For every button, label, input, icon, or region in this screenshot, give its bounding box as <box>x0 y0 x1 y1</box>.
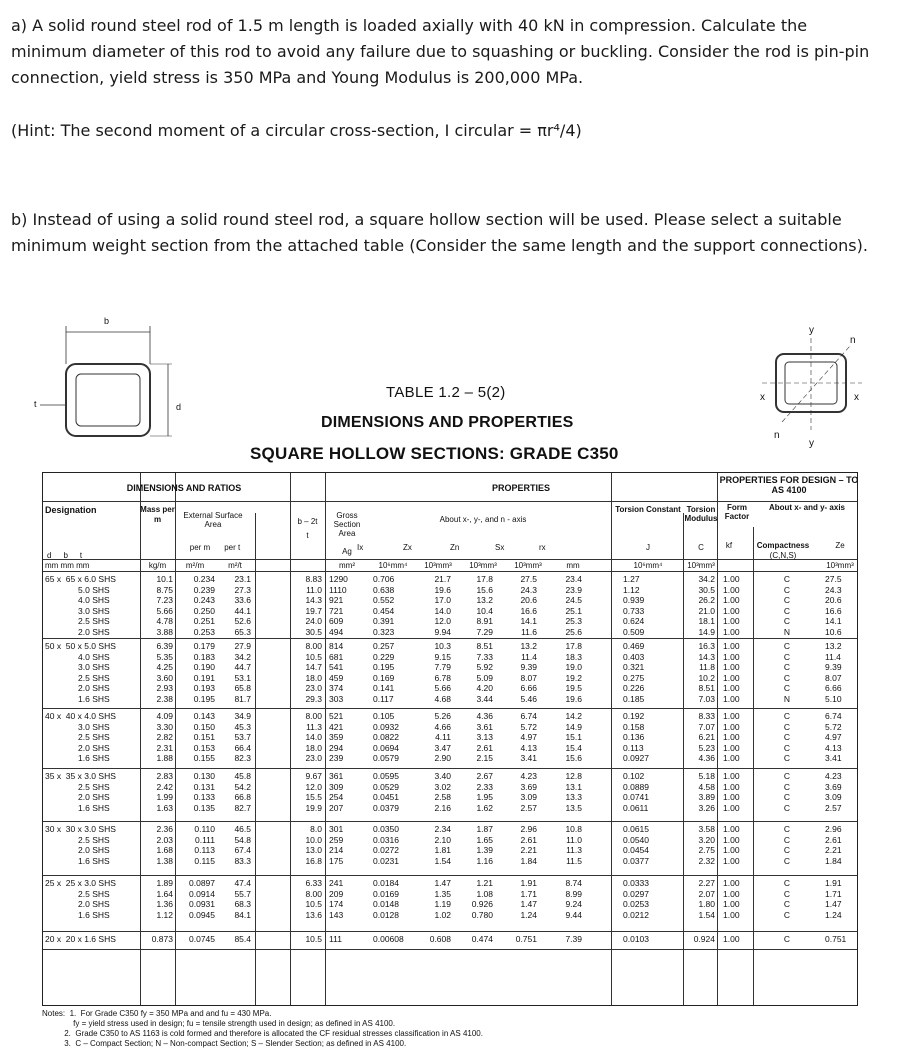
cell-sx-group-1: 13.2 11.4 9.39 8.07 6.66 5.46 <box>520 641 537 704</box>
cell-ze-group-6: 0.751 <box>825 934 847 944</box>
units-sx: 10³mm³ <box>514 561 542 570</box>
cell-sx-group-3: 4.23 3.69 3.09 2.57 <box>520 771 537 813</box>
diagram-label-n-top: n <box>850 335 856 346</box>
header-c: C <box>698 543 704 552</box>
group-design: PROPERTIES FOR DESIGN – TO AS 4100 <box>719 475 859 495</box>
cell-pt-group-1: 27.9 34.2 44.7 53.1 65.8 81.7 <box>234 641 251 704</box>
cell-c-group-4: 3.58 3.20 2.75 2.32 <box>698 824 715 866</box>
header-per-m: per m per t <box>189 543 241 552</box>
header-dbt: d b t <box>47 551 83 560</box>
cell-b2t-group-2: 8.00 11.3 14.0 18.0 23.0 <box>305 711 322 764</box>
cell-ix-group-3: 0.0595 0.0529 0.0451 0.0379 <box>373 771 399 813</box>
header-compactness: Compactness <box>756 541 810 550</box>
cell-mass-group-4: 2.36 2.03 1.68 1.38 <box>156 824 173 866</box>
header-form-factor: Form Factor <box>724 503 750 521</box>
table-title-section: SQUARE HOLLOW SECTIONS: GRADE C350 <box>250 444 619 463</box>
cell-cmp-group-6: C <box>783 934 791 944</box>
header-designation: Designation <box>45 505 97 515</box>
properties-table: DIMENSIONS AND RATIOS PROPERTIES PROPERTIES FOR DESIGN – TO AS 4100 Designation Mass per m External Surface Area per m per t b – 2t t Gross Section Area Ag About x-, y-, and n - axis Ix Zx Zn Sx rx Torsion Constant Torsion Modulus J C Form Factor About x- and y- axis kf Compactness (C,N,S) Ze d b t mm mm mm kg/m m²/m m²/t mm² 10⁶mm⁴ 10³mm³ 10³mm³ 10³mm³ mm 10⁶mm⁴ 10³mm³ 10³mm³ 65 x 65 x 6.0 SHS 5.0 SHS 4.0 SHS 3.0 SHS 2.5 SHS 2.0 SHS 10.1 8.75 7.23 5.66 4.78 3.88 0.234 0.239 0.243 0.250 0.251 0.253 23.1 27.3 33.6 44.1 52.6 65.3 8.83 11.0 14.3 19.7 24.0 30.5 1290 1110 921 721 609 494 0.706 0.638 0.552 0.454 0.391 0.323 21.7 19.6 17.0 14.0 12.0 9.94 17.8 15.6 13.2 10.4 8.91 7.29 27.5 24.3 20.6 16.6 14.1 11.6 23.4 23.9 24.5 25.1 25.3 25.6 1.27 1.12 0.939 0.733 0.624 0.509 34.2 30.5 26.2 21.0 18.1 14.9 1.00 1.00 1.00 1.00 1.00 1.00 C C C C C N 27.5 24.3 20.6 16.6 14.1 10.6 50 x 50 x 5.0 SHS 4.0 SHS 3.0 SHS 2.5 SHS 2.0 SHS 1.6 SHS 6.39 5.35 4.25 3.60 2.93 2.38 0.179 0.183 0.190 0.191 0.193 0.195 27.9 34.2 44.7 53.1 65.8 81.7 8.00 10.5 14.7 18.0 23.0 29.3 814 681 541 459 374 303 0.257 0.229 0.195 0.169 0.141 0.117 10.3 9.15 7.79 6.78 5.66 4.68 8.51 7.33 5.92 5.09 4.20 3.44 13.2 11.4 9.39 8.07 6.66 5.46 17.8 18.3 19.0 19.2 19.5 19.6 0.469 0.403 0.321 0.275 0.226 0.185 16.3 14.3 11.8 10.2 8.51 7.03 1.00 1.00 1.00 1.00 1.00 1.00 C C C C C N 13.2 11.4 9.39 8.07 6.66 5.10 40 x 40 x 4.0 SHS 3.0 SHS 2.5 SHS 2.0 SHS 1.6 SHS 4.09 3.30 2.82 2.31 1.88 0.143 0.150 0.151 0.153 0.155 34.9 45.3 53.7 66.4 82.3 8.00 11.3 14.0 18.0 23.0 521 421 359 294 239 0.105 0.0932 0.0822 0.0694 0.0579 5.26 4.66 4.11 3.47 2.90 4.36 3.61 3.13 2.61 2.15 6.74 5.72 4.97 4.13 3.41 14.2 14.9 15.1 15.4 15.6 0.192 0.158 0.136 0.113 0.0927 8.33 7.07 6.21 5.23 4.36 1.00 1.00 1.00 1.00 1.00 C C C C C 6.74 5.72 4.97 4.13 3.41 35 x 35 x 3.0 SHS 2.5 SHS 2.0 SHS 1.6 SHS 2.83 2.42 1.99 1.63 0.130 0.131 0.133 0.135 45.8 54.2 66.8 82.7 9.67 12.0 15.5 19.9 361 309 254 207 0.0595 0.0529 0.0451 0.0379 3.40 3.02 2.58 2.16 2.67 2.33 1.95 1.62 4.23 3.69 3.09 2.57 12.8 13.1 13.3 13.5 0.102 0.0889 0.0741 0.0611 5.18 4.58 3.89 3.26 1.00 1.00 1.00 1.00 C C C C 4.23 3.69 3.09 2.57 30 x 30 x 3.0 SHS 2.5 SHS 2.0 SHS 1.6 SHS 2.36 2.03 1.68 1.38 0.110 0.111 0.113 0.115 46.5 54.8 67.4 83.3 8.0 10.0 13.0 16.8 301 259 214 175 0.0350 0.0316 0.0272 0.0231 2.34 2.10 1.81 1.54 1.87 1.65 1.39 1.16 2.96 2.61 2.21 1.84 10.8 11.0 11.3 11.5 0.0615 0.0540 0.0454 0.0377 3.58 3.20 2.75 2.32 1.00 1.00 1.00 1.00 C C C C 2.96 2.61 2.21 1.84 25 x 25 x 3.0 SHS 2.5 SHS 2.0 SHS 1.6 SHS 1.89 1.64 1.36 1.12 0.0897 0.0914 0.0931 0.0945 47.4 55.7 68.3 84.1 6.33 8.00 10.5 13.6 241 209 174 143 0.0184 0.0169 0.0148 0.0128 1.47 1.35 1.19 1.02 1.21 1.08 0.926 0.780 1.91 1.71 1.47 1.24 8.74 8.99 9.24 9.44 0.0333 0.0297 0.0253 0.0212 2.27 2.07 1.80 1.54 1.00 1.00 1.00 1.00 C C C C 1.91 1.71 1.47 1.24 20 x 20 x 1.6 SHS 0.873 0.0745 85.4 10.5 111 0.00608 0.608 0.474 0.751 7.39 0.0103 0.924 1.00 C 0.751 <box>42 472 858 1006</box>
cell-zn-group-1: 8.51 7.33 5.92 5.09 4.20 3.44 <box>476 641 493 704</box>
cell-cmp-group-4: C C C C <box>783 824 791 866</box>
section-diagram-right <box>738 320 868 450</box>
cell-zx-group-3: 3.40 3.02 2.58 2.16 <box>434 771 451 813</box>
cell-pt-group-5: 47.4 55.7 68.3 84.1 <box>234 878 251 920</box>
cell-rx-group-0: 23.4 23.9 24.5 25.1 25.3 25.6 <box>565 574 582 637</box>
cell-rx-group-4: 10.8 11.0 11.3 11.5 <box>565 824 582 866</box>
header-j: J <box>646 543 650 552</box>
units-ix: 10⁶mm⁴ <box>378 561 408 570</box>
cell-ag-group-0: 1290 1110 921 721 609 494 <box>329 574 348 637</box>
cell-j-group-5: 0.0333 0.0297 0.0253 0.0212 <box>623 878 649 920</box>
cell-ix-group-1: 0.257 0.229 0.195 0.169 0.141 0.117 <box>373 641 395 704</box>
cell-pm-group-2: 0.143 0.150 0.151 0.153 0.155 <box>193 711 215 764</box>
units-per-m: m²/m <box>185 561 205 570</box>
cell-pm-group-4: 0.110 0.111 0.113 0.115 <box>194 824 215 866</box>
cell-sx-group-5: 1.91 1.71 1.47 1.24 <box>520 878 537 920</box>
header-about-xy: About x- and y- axis <box>768 503 845 512</box>
diagram-label-y-top: y <box>809 325 814 336</box>
cell-c-group-6: 0.924 <box>693 934 715 944</box>
question-a: a) A solid round steel rod of 1.5 m length is loaded axially with 40 kN in compression. Calculate the minimum diameter of this rod to avoid any failure due to squashing or buckling. Consider the rod is pin-pin connection, yield stress is 350 MPa and Young Modulus is 200,000 MPa. <box>11 16 870 87</box>
cell-kf-group-0: 1.00 1.00 1.00 1.00 1.00 1.00 <box>723 574 740 637</box>
header-mass: Mass per m <box>140 505 175 524</box>
cell-zx-group-1: 10.3 9.15 7.79 6.78 5.66 4.68 <box>434 641 451 704</box>
cell-zn-group-3: 2.67 2.33 1.95 1.62 <box>476 771 493 813</box>
cell-kf-group-2: 1.00 1.00 1.00 1.00 1.00 <box>723 711 740 764</box>
cell-desig-group-0: 65 x 65 x 6.0 SHS 5.0 SHS 4.0 SHS 3.0 SHS 2.5 SHS 2.0 SHS <box>45 574 116 637</box>
section-diagram-left <box>38 320 198 440</box>
cell-sx-group-6: 0.751 <box>515 934 537 944</box>
cell-ix-group-4: 0.0350 0.0316 0.0272 0.0231 <box>373 824 399 866</box>
table-title-number: TABLE 1.2 – 5(2) <box>386 384 506 401</box>
cell-zn-group-0: 17.8 15.6 13.2 10.4 8.91 7.29 <box>476 574 493 637</box>
cell-ix-group-6: 0.00608 <box>373 934 404 944</box>
diagram-label-y-bottom: y <box>809 438 814 449</box>
diagram-label-x-left: x <box>760 392 765 403</box>
cell-pt-group-0: 23.1 27.3 33.6 44.1 52.6 65.3 <box>234 574 251 637</box>
cell-c-group-1: 16.3 14.3 11.8 10.2 8.51 7.03 <box>698 641 715 704</box>
diagram-label-x-right: x <box>854 392 859 403</box>
header-about-axes: About x-, y-, and n - axis <box>439 515 527 524</box>
cell-rx-group-1: 17.8 18.3 19.0 19.2 19.5 19.6 <box>565 641 582 704</box>
cell-b2t-group-4: 8.0 10.0 13.0 16.8 <box>305 824 322 866</box>
cell-zx-group-5: 1.47 1.35 1.19 1.02 <box>434 878 451 920</box>
cell-kf-group-3: 1.00 1.00 1.00 1.00 <box>723 771 740 813</box>
group-dimensions: DIMENSIONS AND RATIOS <box>126 483 242 493</box>
header-ze: Ze <box>835 541 845 550</box>
cell-pm-group-6: 0.0745 <box>189 934 215 944</box>
cell-rx-group-3: 12.8 13.1 13.3 13.5 <box>565 771 582 813</box>
cell-ze-group-0: 27.5 24.3 20.6 16.6 14.1 10.6 <box>825 574 842 637</box>
units-ze: 10³mm³ <box>826 561 854 570</box>
units-c: 10³mm³ <box>687 561 715 570</box>
cell-kf-group-1: 1.00 1.00 1.00 1.00 1.00 1.00 <box>723 641 740 704</box>
cell-b2t-group-0: 8.83 11.0 14.3 19.7 24.0 30.5 <box>305 574 322 637</box>
cell-pt-group-2: 34.9 45.3 53.7 66.4 82.3 <box>234 711 251 764</box>
diagram-label-n-bottom: n <box>774 430 780 441</box>
cell-b2t-group-6: 10.5 <box>305 934 322 944</box>
cell-ag-group-3: 361 309 254 207 <box>329 771 344 813</box>
cell-ag-group-6: 111 <box>329 934 342 944</box>
cell-desig-group-2: 40 x 40 x 4.0 SHS 3.0 SHS 2.5 SHS 2.0 SHS 1.6 SHS <box>45 711 116 764</box>
cell-mass-group-1: 6.39 5.35 4.25 3.60 2.93 2.38 <box>156 641 173 704</box>
units-zn: 10³mm³ <box>469 561 497 570</box>
cell-c-group-5: 2.27 2.07 1.80 1.54 <box>698 878 715 920</box>
header-torsion-const: Torsion Constant <box>615 505 681 514</box>
cell-ze-group-3: 4.23 3.69 3.09 2.57 <box>825 771 842 813</box>
table-notes: Notes: 1. For Grade C350 fy = 350 MPa and and fu = 430 MPa. fy = yield stress used in design; fu = tensile strength used in design; as defined in AS 4100. 2. Grade C350 to AS 1163 is cold formed and therefore is allocated the CF residual stresses classification in AS 4100. 3. C – Compact Section; N – Non-compact Section; S – Slender Section; as defined in AS 4100. <box>42 1009 483 1048</box>
header-ext-area: External Surface Area <box>183 511 243 529</box>
cell-b2t-group-1: 8.00 10.5 14.7 18.0 23.0 29.3 <box>305 641 322 704</box>
cell-zn-group-5: 1.21 1.08 0.926 0.780 <box>471 878 493 920</box>
cell-b2t-group-5: 6.33 8.00 10.5 13.6 <box>305 878 322 920</box>
units-mass: kg/m <box>148 561 167 570</box>
header-kf: kf <box>725 541 733 550</box>
cell-ix-group-2: 0.105 0.0932 0.0822 0.0694 0.0579 <box>373 711 399 764</box>
cell-desig-group-4: 30 x 30 x 3.0 SHS 2.5 SHS 2.0 SHS 1.6 SHS <box>45 824 116 866</box>
cell-mass-group-3: 2.83 2.42 1.99 1.63 <box>156 771 173 813</box>
cell-j-group-3: 0.102 0.0889 0.0741 0.0611 <box>623 771 649 813</box>
cell-desig-group-5: 25 x 25 x 3.0 SHS 2.5 SHS 2.0 SHS 1.6 SHS <box>45 878 116 920</box>
header-gross: Gross Section Area <box>333 511 361 538</box>
cell-cmp-group-3: C C C C <box>783 771 791 813</box>
header-b2t: b – 2t <box>297 517 318 526</box>
header-b2t-sub: t <box>306 531 309 540</box>
cell-j-group-2: 0.192 0.158 0.136 0.113 0.0927 <box>623 711 649 764</box>
cell-kf-group-5: 1.00 1.00 1.00 1.00 <box>723 878 740 920</box>
cell-cmp-group-0: C C C C C N <box>783 574 791 637</box>
units-desig: mm mm mm <box>45 561 90 570</box>
cell-pm-group-3: 0.130 0.131 0.133 0.135 <box>193 771 215 813</box>
cell-desig-group-3: 35 x 35 x 3.0 SHS 2.5 SHS 2.0 SHS 1.6 SHS <box>45 771 116 813</box>
cell-mass-group-5: 1.89 1.64 1.36 1.12 <box>156 878 173 920</box>
cell-j-group-0: 1.27 1.12 0.939 0.733 0.624 0.509 <box>623 574 645 637</box>
shs-table-image <box>34 316 868 1048</box>
cell-kf-group-6: 1.00 <box>723 934 740 944</box>
cell-c-group-3: 5.18 4.58 3.89 3.26 <box>698 771 715 813</box>
cell-mass-group-0: 10.1 8.75 7.23 5.66 4.78 3.88 <box>156 574 173 637</box>
cell-zn-group-2: 4.36 3.61 3.13 2.61 2.15 <box>476 711 493 764</box>
question-b: b) Instead of using a solid round steel rod, a square hollow section will be used. Please select a suitable minimum weight section from the attached table (Consider the same length and the support connections). <box>11 210 868 255</box>
cell-ag-group-5: 241 209 174 143 <box>329 878 344 920</box>
units-area: mm² <box>339 561 355 570</box>
cell-pt-group-3: 45.8 54.2 66.8 82.7 <box>234 771 251 813</box>
cell-cmp-group-2: C C C C C <box>783 711 791 764</box>
table-title-dimensions: DIMENSIONS AND PROPERTIES <box>321 414 574 431</box>
cell-cmp-group-5: C C C C <box>783 878 791 920</box>
cell-zx-group-6: 0.608 <box>429 934 451 944</box>
cell-zn-group-4: 1.87 1.65 1.39 1.16 <box>476 824 493 866</box>
cell-ag-group-2: 521 421 359 294 239 <box>329 711 344 764</box>
cell-pt-group-6: 85.4 <box>234 934 251 944</box>
cell-zx-group-2: 5.26 4.66 4.11 3.47 2.90 <box>434 711 451 764</box>
cell-mass-group-2: 4.09 3.30 2.82 2.31 1.88 <box>156 711 173 764</box>
diagram-label-b: b <box>104 316 110 326</box>
cell-ix-group-0: 0.706 0.638 0.552 0.454 0.391 0.323 <box>373 574 395 637</box>
cell-zx-group-4: 2.34 2.10 1.81 1.54 <box>434 824 451 866</box>
cell-ze-group-1: 13.2 11.4 9.39 8.07 6.66 5.10 <box>825 641 842 704</box>
cell-j-group-4: 0.0615 0.0540 0.0454 0.0377 <box>623 824 649 866</box>
units-j: 10⁶mm⁴ <box>633 561 663 570</box>
diagram-label-t: t <box>34 399 37 409</box>
cell-kf-group-4: 1.00 1.00 1.00 1.00 <box>723 824 740 866</box>
cell-rx-group-6: 7.39 <box>565 934 582 944</box>
cell-j-group-6: 0.0103 <box>623 934 649 944</box>
cell-ze-group-5: 1.91 1.71 1.47 1.24 <box>825 878 842 920</box>
cell-desig-group-6: 20 x 20 x 1.6 SHS <box>45 934 116 944</box>
cell-ix-group-5: 0.0184 0.0169 0.0148 0.0128 <box>373 878 399 920</box>
cell-sx-group-4: 2.96 2.61 2.21 1.84 <box>520 824 537 866</box>
cell-cmp-group-1: C C C C C N <box>783 641 791 704</box>
cell-rx-group-5: 8.74 8.99 9.24 9.44 <box>565 878 582 920</box>
cell-ag-group-1: 814 681 541 459 374 303 <box>329 641 344 704</box>
cell-pm-group-5: 0.0897 0.0914 0.0931 0.0945 <box>189 878 215 920</box>
cell-pt-group-4: 46.5 54.8 67.4 83.3 <box>234 824 251 866</box>
cell-c-group-0: 34.2 30.5 26.2 21.0 18.1 14.9 <box>698 574 715 637</box>
cell-sx-group-2: 6.74 5.72 4.97 4.13 3.41 <box>520 711 537 764</box>
cell-c-group-2: 8.33 7.07 6.21 5.23 4.36 <box>698 711 715 764</box>
hint-text: (Hint: The second moment of a circular cross-section, I circular = πr⁴/4) <box>11 121 582 140</box>
cell-b2t-group-3: 9.67 12.0 15.5 19.9 <box>305 771 322 813</box>
cell-sx-group-0: 27.5 24.3 20.6 16.6 14.1 11.6 <box>520 574 537 637</box>
header-gross-sym: Ag <box>342 547 352 556</box>
units-zx: 10³mm³ <box>424 561 452 570</box>
units-per-t: m²/t <box>228 561 242 570</box>
cell-pm-group-1: 0.179 0.183 0.190 0.191 0.193 0.195 <box>193 641 215 704</box>
cell-j-group-1: 0.469 0.403 0.321 0.275 0.226 0.185 <box>623 641 645 704</box>
cell-ze-group-2: 6.74 5.72 4.97 4.13 3.41 <box>825 711 842 764</box>
cell-desig-group-1: 50 x 50 x 5.0 SHS 4.0 SHS 3.0 SHS 2.5 SHS 2.0 SHS 1.6 SHS <box>45 641 116 704</box>
cell-zx-group-0: 21.7 19.6 17.0 14.0 12.0 9.94 <box>434 574 451 637</box>
cell-zn-group-6: 0.474 <box>471 934 493 944</box>
header-torsion-mod: Torsion Modulus <box>684 505 718 523</box>
cell-ag-group-4: 301 259 214 175 <box>329 824 344 866</box>
diagram-label-d: d <box>176 402 182 412</box>
cell-pm-group-0: 0.234 0.239 0.243 0.250 0.251 0.253 <box>193 574 215 637</box>
cell-ze-group-4: 2.96 2.61 2.21 1.84 <box>825 824 842 866</box>
cell-rx-group-2: 14.2 14.9 15.1 15.4 15.6 <box>565 711 582 764</box>
cell-mass-group-6: 0.873 <box>151 934 173 944</box>
group-properties: PROPERTIES <box>491 483 550 493</box>
units-rx: mm <box>566 561 580 570</box>
header-cns: (C,N,S) <box>769 551 797 560</box>
